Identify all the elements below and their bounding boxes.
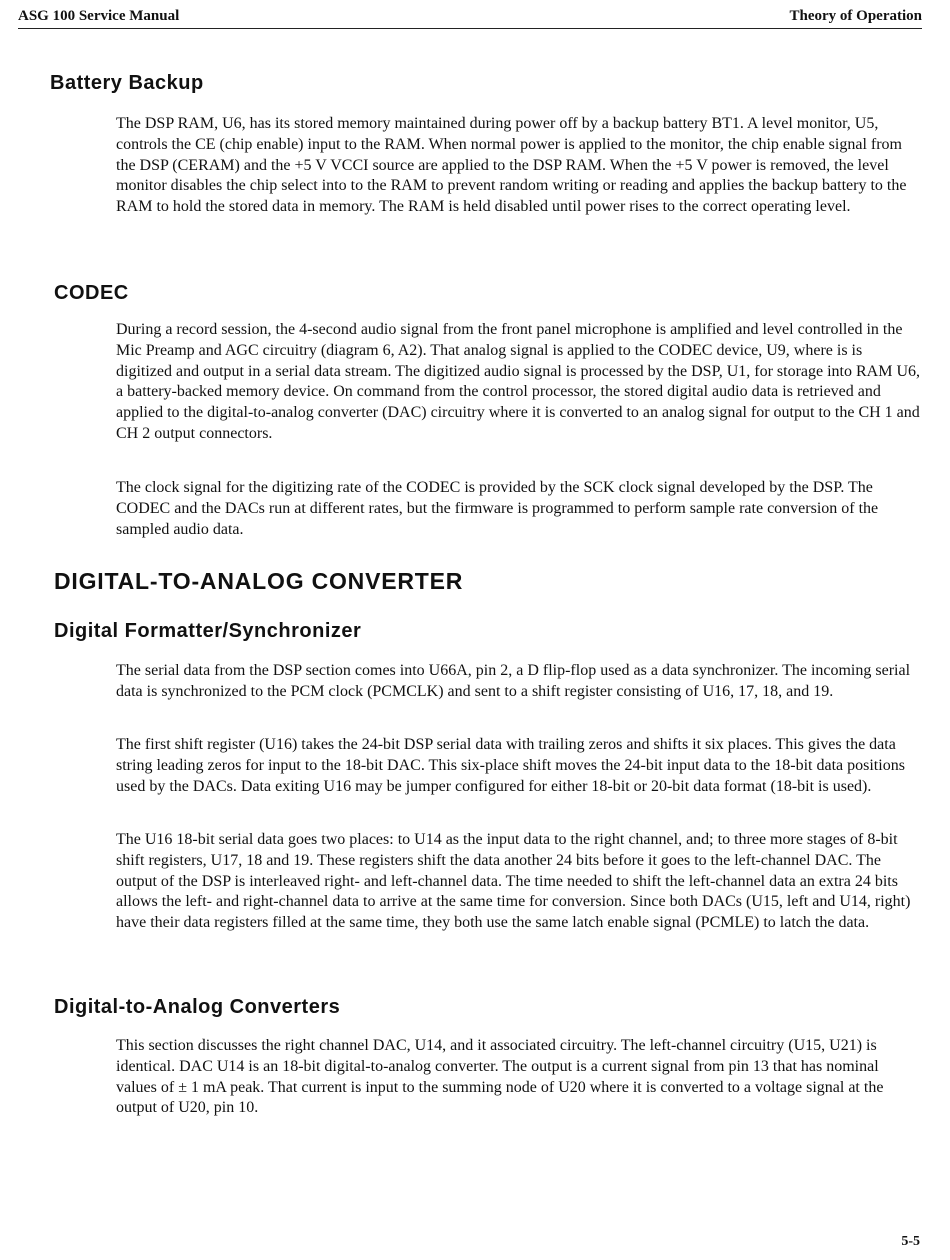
paragraph-formatter-3: The U16 18-bit serial data goes two places: to U14 as the input data to the right channel, and; to three more stages of 8-bit shift registers, U17, 18 and 19. These registers shift the data another 24 bits before it goes to the left-channel DAC. The output of the DSP is interleaved right- and left-channel data. The time needed to shift the left-channel data an extra 24 bits allows the left- and right-channel data to arrive at the same time for conversion. Since both DACs (U15, left and U14, right) have their data registers filled at the same time, they both use the same latch enable signal (PCMLE) to latch the data. <box>116 831 911 932</box>
running-header <box>18 6 922 29</box>
paragraph-converters-1: This section discusses the right channel DAC, U14, and it associated circuitry. The left-channel circuitry (U15, U21) is identical. DAC U14 is an 18-bit digital-to-analog converter. The output is a current signal from pin 13 that has nominal values of ± 1 mA peak. That current is input to the summing node of U20 where it is converted to a voltage signal at the output of U20, pin 10. <box>116 1037 884 1117</box>
paragraph-formatter-2: The first shift register (U16) takes the 24-bit DSP serial data with trailing zeros and shifts it six places. This gives the data string leading zeros for input to the 18-bit DAC. This six-place shift moves the 24-bit input data to the 18-bit data positions used by the DACs. Data exiting U16 may be jumper configured for either 18-bit or 20-bit data format (18-bit is used). <box>116 736 905 795</box>
paragraph-formatter-1: The serial data from the DSP section comes into U66A, pin 2, a D flip-flop used as a data synchronizer. The incoming serial data is synchronized to the PCM clock (PCMCLK) and sent to a shift register consisting of U16, 17, 18, and 19. <box>116 662 911 700</box>
header-manual-title: ASG 100 Service Manual <box>18 8 180 24</box>
paragraph-battery-backup: The DSP RAM, U6, has its stored memory maintained during power off by a backup battery BT1. A level monitor, U5, controls the CE (chip enable) input to the RAM. When normal power is applied to the monitor, the chip enable signal from the DSP (CERAM) and the +5 V VCCI source are applied to the DSP RAM. When the +5 V power is removed, the level monitor disables the chip select into to the RAM to prevent random writing or reading and applies the backup battery to the RAM to hold the stored data in memory. The RAM is held disabled until power rises to the correct operating level. <box>116 115 907 216</box>
heading-battery-backup: Battery Backup <box>50 72 204 94</box>
header-chapter-title: Theory of Operation <box>789 8 922 24</box>
paragraph-codec-2: The clock signal for the digitizing rate of the CODEC is provided by the SCK clock signal developed by the DSP. The CODEC and the DACs run at different rates, but the firmware is programmed to perform sample rate conversion of the sampled audio data. <box>116 479 879 538</box>
heading-dac: DIGITAL-TO-ANALOG CONVERTER <box>54 568 464 594</box>
page-number: 5-5 <box>901 1234 920 1249</box>
heading-digital-formatter: Digital Formatter/Synchronizer <box>54 620 362 642</box>
heading-da-converters: Digital-to-Analog Converters <box>54 996 341 1018</box>
paragraph-codec-1: During a record session, the 4-second audio signal from the front panel microphone is amplified and level controlled in the Mic Preamp and AGC circuitry (diagram 6, A2). That analog signal is applied to the CODEC device, U9, where is is digitized and output in a serial data stream. The digitized audio signal is processed by the DSP, U1, for storage into RAM U6, a battery-backed memory device. On command from the control processor, the stored digital audio data is retrieved and applied to the digital-to-analog converter (DAC) circuitry where it is converted to an analog signal for output to the CH 1 and CH 2 output connectors. <box>116 321 920 442</box>
heading-codec: CODEC <box>54 282 129 304</box>
